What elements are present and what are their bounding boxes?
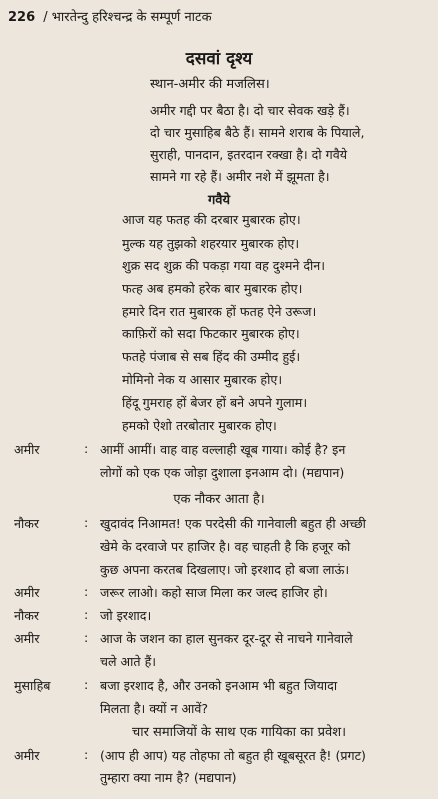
stage-direction: एक नौकर आता है।	[173, 492, 265, 507]
speaker-colon: :	[84, 630, 89, 645]
song-line: फत्ह अब हमको हरेक बार मुबारक होए।	[122, 281, 303, 296]
dialogue-line: आज के जशन का हाल सुनकर दूर-दूर से नाचने गानेवाले	[100, 631, 353, 646]
song-line: फतहे पंजाब से सब हिंद की उम्मीद हुई।	[122, 349, 301, 364]
scene-place: स्थान-अमीर की मजलिस।	[150, 77, 270, 92]
speaker-colon: :	[84, 747, 89, 762]
song-line: शुक्र सद शुक्र की पकड़ा गया वह दुश्मने दीन।	[122, 258, 326, 273]
speaker-name: नौकर	[14, 516, 40, 531]
song-line: मुल्क यह तुझको शहरयार मुबारक होए।	[122, 236, 300, 251]
running-title: / भारतेन्दु हरिश्चन्द्र के सम्पूर्ण नाटक	[43, 10, 212, 25]
dialogue-line: तुम्हारा क्या नाम है? (मद्यपान)	[100, 770, 237, 785]
description-line: सामने गा रहे हैं। अमीर नशे में झूमता है।	[150, 169, 330, 184]
speaker-colon: :	[84, 515, 89, 530]
speaker-colon: :	[84, 584, 89, 599]
speaker-name: अमीर	[14, 442, 40, 457]
song-line: हमको ऐशो तरबोतार मुबारक होए।	[122, 418, 277, 433]
description-line: अमीर गद्दी पर बैठा है। दो चार सेवक खड़े हैं।	[150, 103, 350, 118]
speaker-colon: :	[84, 441, 89, 456]
song-line: हिंदू गुमराह हों बेजर हों बने अपने गुलाम।	[122, 395, 308, 410]
scene-title: दसवां दृश्य	[185, 49, 253, 69]
speaker-colon: :	[84, 677, 89, 692]
description-line: दो चार मुसाहिब बैठे हैं। सामने शराब के पियाले,	[150, 125, 365, 140]
song-line: आज यह फतह की दरबार मुबारक होए।	[122, 212, 301, 227]
description-line: सुराही, पानदान, इतरदान रक्खा है। दो गवैये	[150, 147, 348, 162]
dialogue-line: जरूर लाओ। कहो साज मिला कर जल्द हाजिर हो।	[100, 585, 328, 600]
page-header	[8, 7, 428, 25]
dialogue-line: खेमे के दरवाजे पर हाजिर है। वह चाहती है कि हजूर को	[100, 539, 351, 554]
dialogue-line: बजा इरशाद है, और उनको इनआम भी बहुत जियादा	[100, 678, 338, 693]
dialogue-line: (आप ही आप) यह तोहफा तो बहुत ही खूबसूरत है! (प्रगट)	[100, 748, 366, 763]
song-line: मोमिनो नेक य आसार मुबारक होए।	[122, 372, 283, 387]
speaker-name: नौकर	[14, 608, 40, 623]
speaker-name: मुसाहिब	[14, 678, 51, 693]
speaker-name: अमीर	[14, 631, 40, 646]
dialogue-line: मिलता है। क्यों न आवें?	[100, 701, 209, 716]
speaker-name: अमीर	[14, 585, 40, 600]
song-line: काफ़िरों को सदा फिटकार मुबारक होए।	[122, 326, 300, 341]
speaker-name: अमीर	[14, 748, 40, 763]
speaker-colon: :	[84, 607, 89, 622]
scene-description	[150, 100, 425, 188]
dialogue-line: लोगों को एक एक जोड़ा दुशाला इनआम दो। (मद्यपान)	[100, 465, 345, 480]
dialogue-line: खुदावंद निआमत! एक परदेसी की गानेवाली बहुत ही अच्छी	[100, 516, 366, 531]
dialogue-line: जो इरशाद।	[100, 608, 152, 623]
dialogue-line: चले आते हैं।	[100, 654, 157, 669]
song-line: हमारे दिन रात मुबारक हों फतह ऐने उरूज।	[122, 304, 317, 319]
song-heading: गवैये	[207, 193, 231, 208]
stage-direction: चार समाजियों के साथ एक गायिका का प्रवेश।	[131, 725, 347, 740]
dialogue-line: आमीं आमीं। वाह वाह वल्लाही खूब गाया। कोई है? इन	[100, 442, 346, 457]
dialogue-line: कुछ अपना करतब दिखलाए। जो इरशाद हो बजा लाऊं।	[100, 562, 350, 577]
page-number: 226	[8, 10, 36, 25]
